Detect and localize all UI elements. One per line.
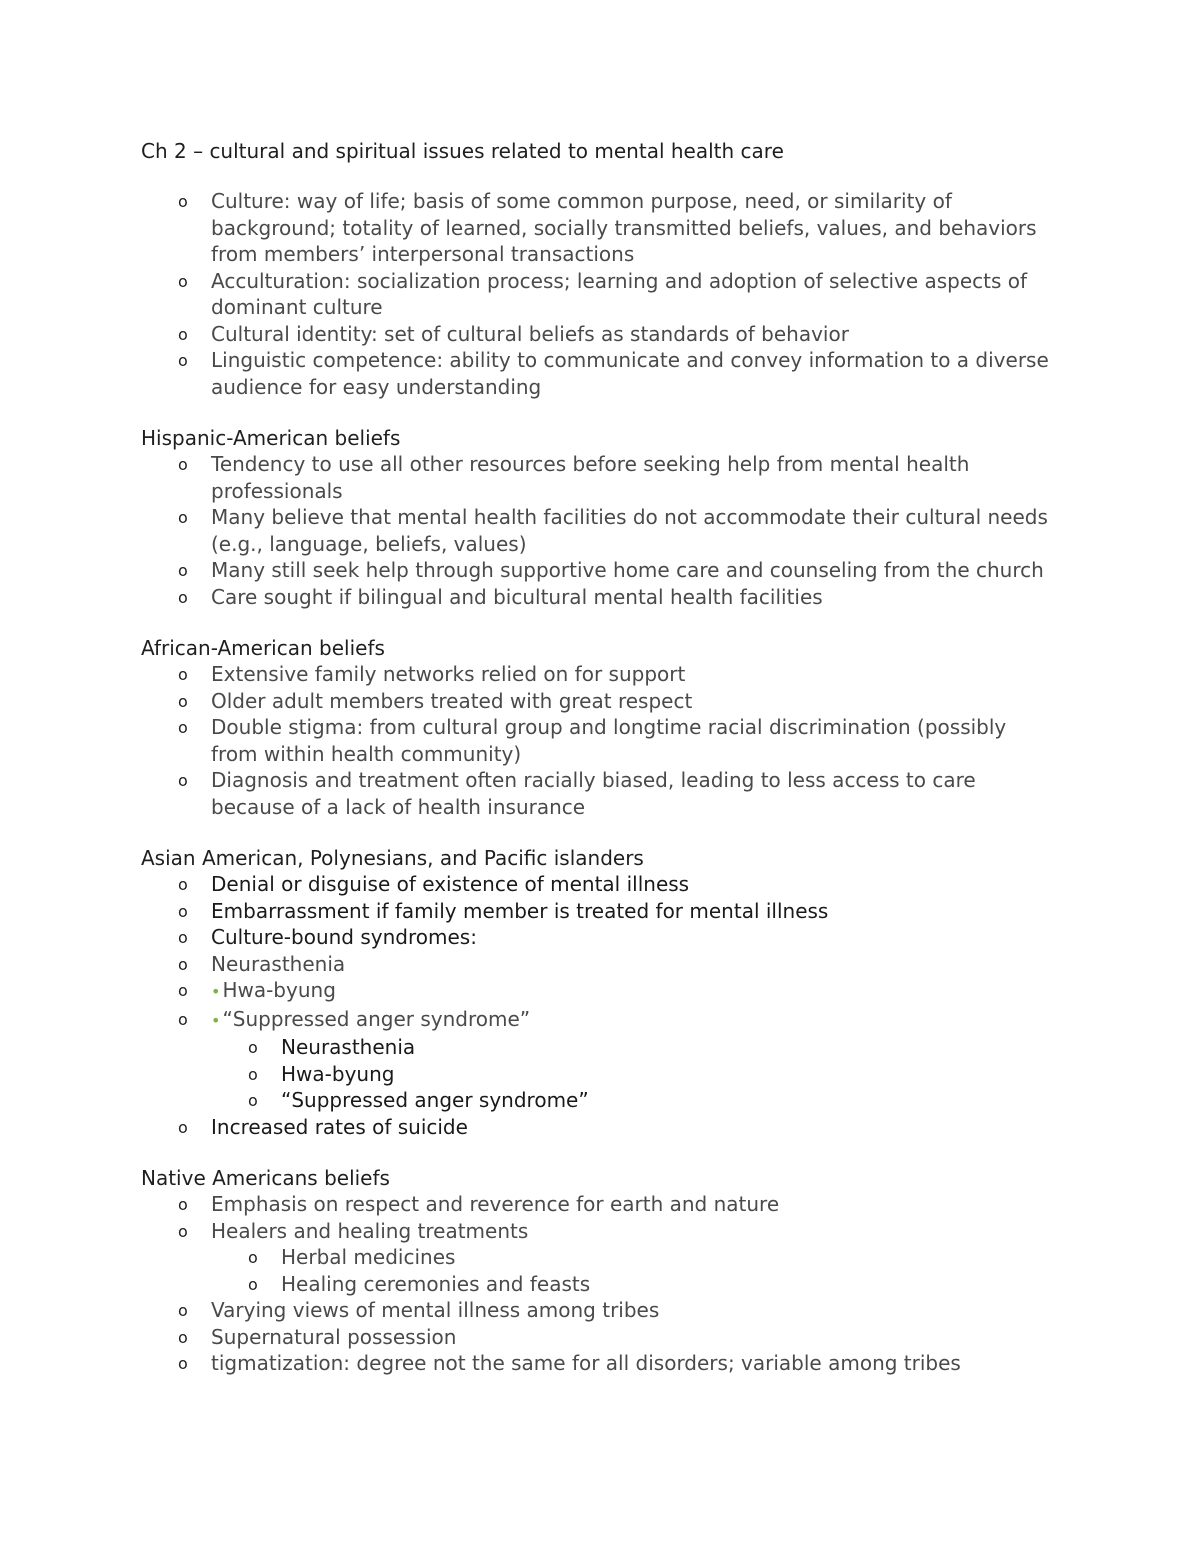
list-item [178,451,1051,504]
list-item [178,1297,1051,1324]
list-item [178,767,1051,820]
list-item-text: Linguistic competence: ability to communicate and convey information to a diverse audience for easy understanding [211,348,1049,399]
list-item [178,1006,1051,1114]
spacer [141,400,1051,425]
section-heading-hispanic: Hispanic-American beliefs [141,425,401,450]
list-item [178,661,1051,688]
list-item-text: Varying views of mental illness among tribes [211,1298,660,1322]
bullet-icon: o [178,954,188,974]
list-item [178,977,1051,1006]
bullet-icon: o [178,561,188,580]
list-item-text: Hwa-byung [222,978,336,1002]
bullet-icon: o [178,271,188,291]
bullet-icon: o [178,928,188,947]
list-item-text: Tendency to use all other resources before seeking help from mental health professionals [211,452,970,503]
list-item [178,504,1051,557]
bullet-icon: o [178,351,188,370]
list-item-text: Care sought if bilingual and bicultural mental health facilities [211,584,823,609]
list-item [178,1191,1051,1218]
list-item-text: Many still seek help through supportive home care and counseling from the church [211,558,1044,582]
list-item [178,688,1051,715]
list-item [178,1114,1051,1141]
spacer [141,820,1051,845]
intro-list [141,188,1051,400]
asian-sublist [211,1034,1051,1114]
list-item [178,1218,1051,1298]
bullet-icon: o [178,771,188,790]
native-list [141,1191,1051,1377]
native-sublist [211,1244,1051,1297]
bullet-icon: o [178,691,188,711]
section-heading-asian: Asian American, Polynesians, and Pacific islanders [141,845,644,870]
list-item [178,1350,1051,1377]
bullet-icon: o [178,192,188,211]
bullet-icon: o [178,1009,188,1029]
list-item-text: Herbal medicines [281,1245,456,1269]
bullet-icon: o [178,455,188,474]
sub-list-item [248,1061,1051,1088]
list-item-text: Increased rates of suicide [211,1114,468,1139]
bullet-icon: o [178,324,188,344]
bullet-icon: o [178,508,188,527]
list-item [178,1324,1051,1351]
section-heading-african: African-American beliefs [141,635,385,660]
bullet-icon: o [178,1354,188,1373]
list-item [178,898,1051,925]
sub-list-item [248,1271,1051,1298]
list-item [178,557,1051,584]
bullet-icon: o [178,1195,188,1214]
list-item [178,268,1051,321]
bullet-icon: o [248,1064,258,1084]
spacer [141,165,1051,189]
list-item-text: Culture-bound syndromes: [211,925,477,949]
list-item-text: Cultural identity: set of cultural beliefs as standards of behavior [211,321,849,346]
list-item-text: Acculturation: socialization process; learning and adoption of selective aspects of dominant culture [211,268,1028,319]
list-item [178,714,1051,767]
list-item-text: Healers and healing treatments [211,1218,529,1243]
list-item-text: Denial or disguise of existence of mental illness [211,872,690,896]
bullet-icon: o [178,1327,188,1347]
bullet-icon: o [178,901,188,921]
list-item-text: Culture: way of life; basis of some common purpose, need, or similarity of background; totality of learned, socially transmitted beliefs, values, and behaviors from members’ interpersonal transactions [211,189,1037,266]
sub-list-item [248,1034,1051,1061]
african-list [141,661,1051,820]
section-heading-native: Native Americans beliefs [141,1165,390,1190]
green-dot-icon: • [211,982,221,1001]
list-item [178,321,1051,348]
bullet-icon: o [178,875,188,894]
list-item-text: Diagnosis and treatment often racially biased, leading to less access to care because of a lack of health insurance [211,768,976,819]
bullet-icon: o [178,1117,188,1137]
sub-list-item [248,1244,1051,1271]
list-item-text: Double stigma: from cultural group and longtime racial discrimination (possibly from within health community) [211,715,1007,766]
bullet-icon: o [178,1301,188,1320]
list-item-text: Healing ceremonies and feasts [281,1271,591,1296]
list-item-text: Hwa-byung [281,1061,395,1086]
spacer [141,1140,1051,1165]
list-item-text: “Suppressed anger syndrome” [281,1088,589,1112]
bullet-icon: o [178,981,188,1000]
list-item-text: Neurasthenia [281,1035,416,1059]
bullet-icon: o [248,1091,258,1110]
list-item [178,188,1051,268]
list-item-text: Supernatural possession [211,1324,457,1349]
asian-list [141,871,1051,1140]
list-item [178,347,1051,400]
document-title: Ch 2 – cultural and spiritual issues related to mental health care [141,139,784,163]
sub-list-item [248,1087,1051,1114]
list-item-text: Emphasis on respect and reverence for earth and nature [211,1192,780,1216]
green-dot-icon: • [211,1010,221,1030]
bullet-icon: o [248,1274,258,1294]
bullet-icon: o [248,1248,258,1267]
bullet-icon: o [178,1221,188,1241]
list-item-text: tigmatization: degree not the same for all disorders; variable among tribes [211,1351,961,1375]
list-item-text: “Suppressed anger syndrome” [222,1006,531,1031]
list-item-text: Older adult members treated with great respect [211,688,693,713]
bullet-icon: o [178,718,188,737]
list-item-text: Many believe that mental health facilities do not accommodate their cultural needs (e.g., language, beliefs, values) [211,505,1048,556]
list-item-text: Extensive family networks relied on for support [211,662,686,686]
bullet-icon: o [178,587,188,607]
document-page [141,138,1051,1377]
list-item [178,951,1051,978]
bullet-icon: o [248,1038,258,1057]
list-item [178,924,1051,951]
spacer [141,610,1051,635]
hispanic-list [141,451,1051,610]
list-item [178,871,1051,898]
list-item-text: Neurasthenia [211,951,346,976]
list-item [178,584,1051,611]
list-item-text: Embarrassment if family member is treated for mental illness [211,898,829,923]
bullet-icon: o [178,665,188,684]
